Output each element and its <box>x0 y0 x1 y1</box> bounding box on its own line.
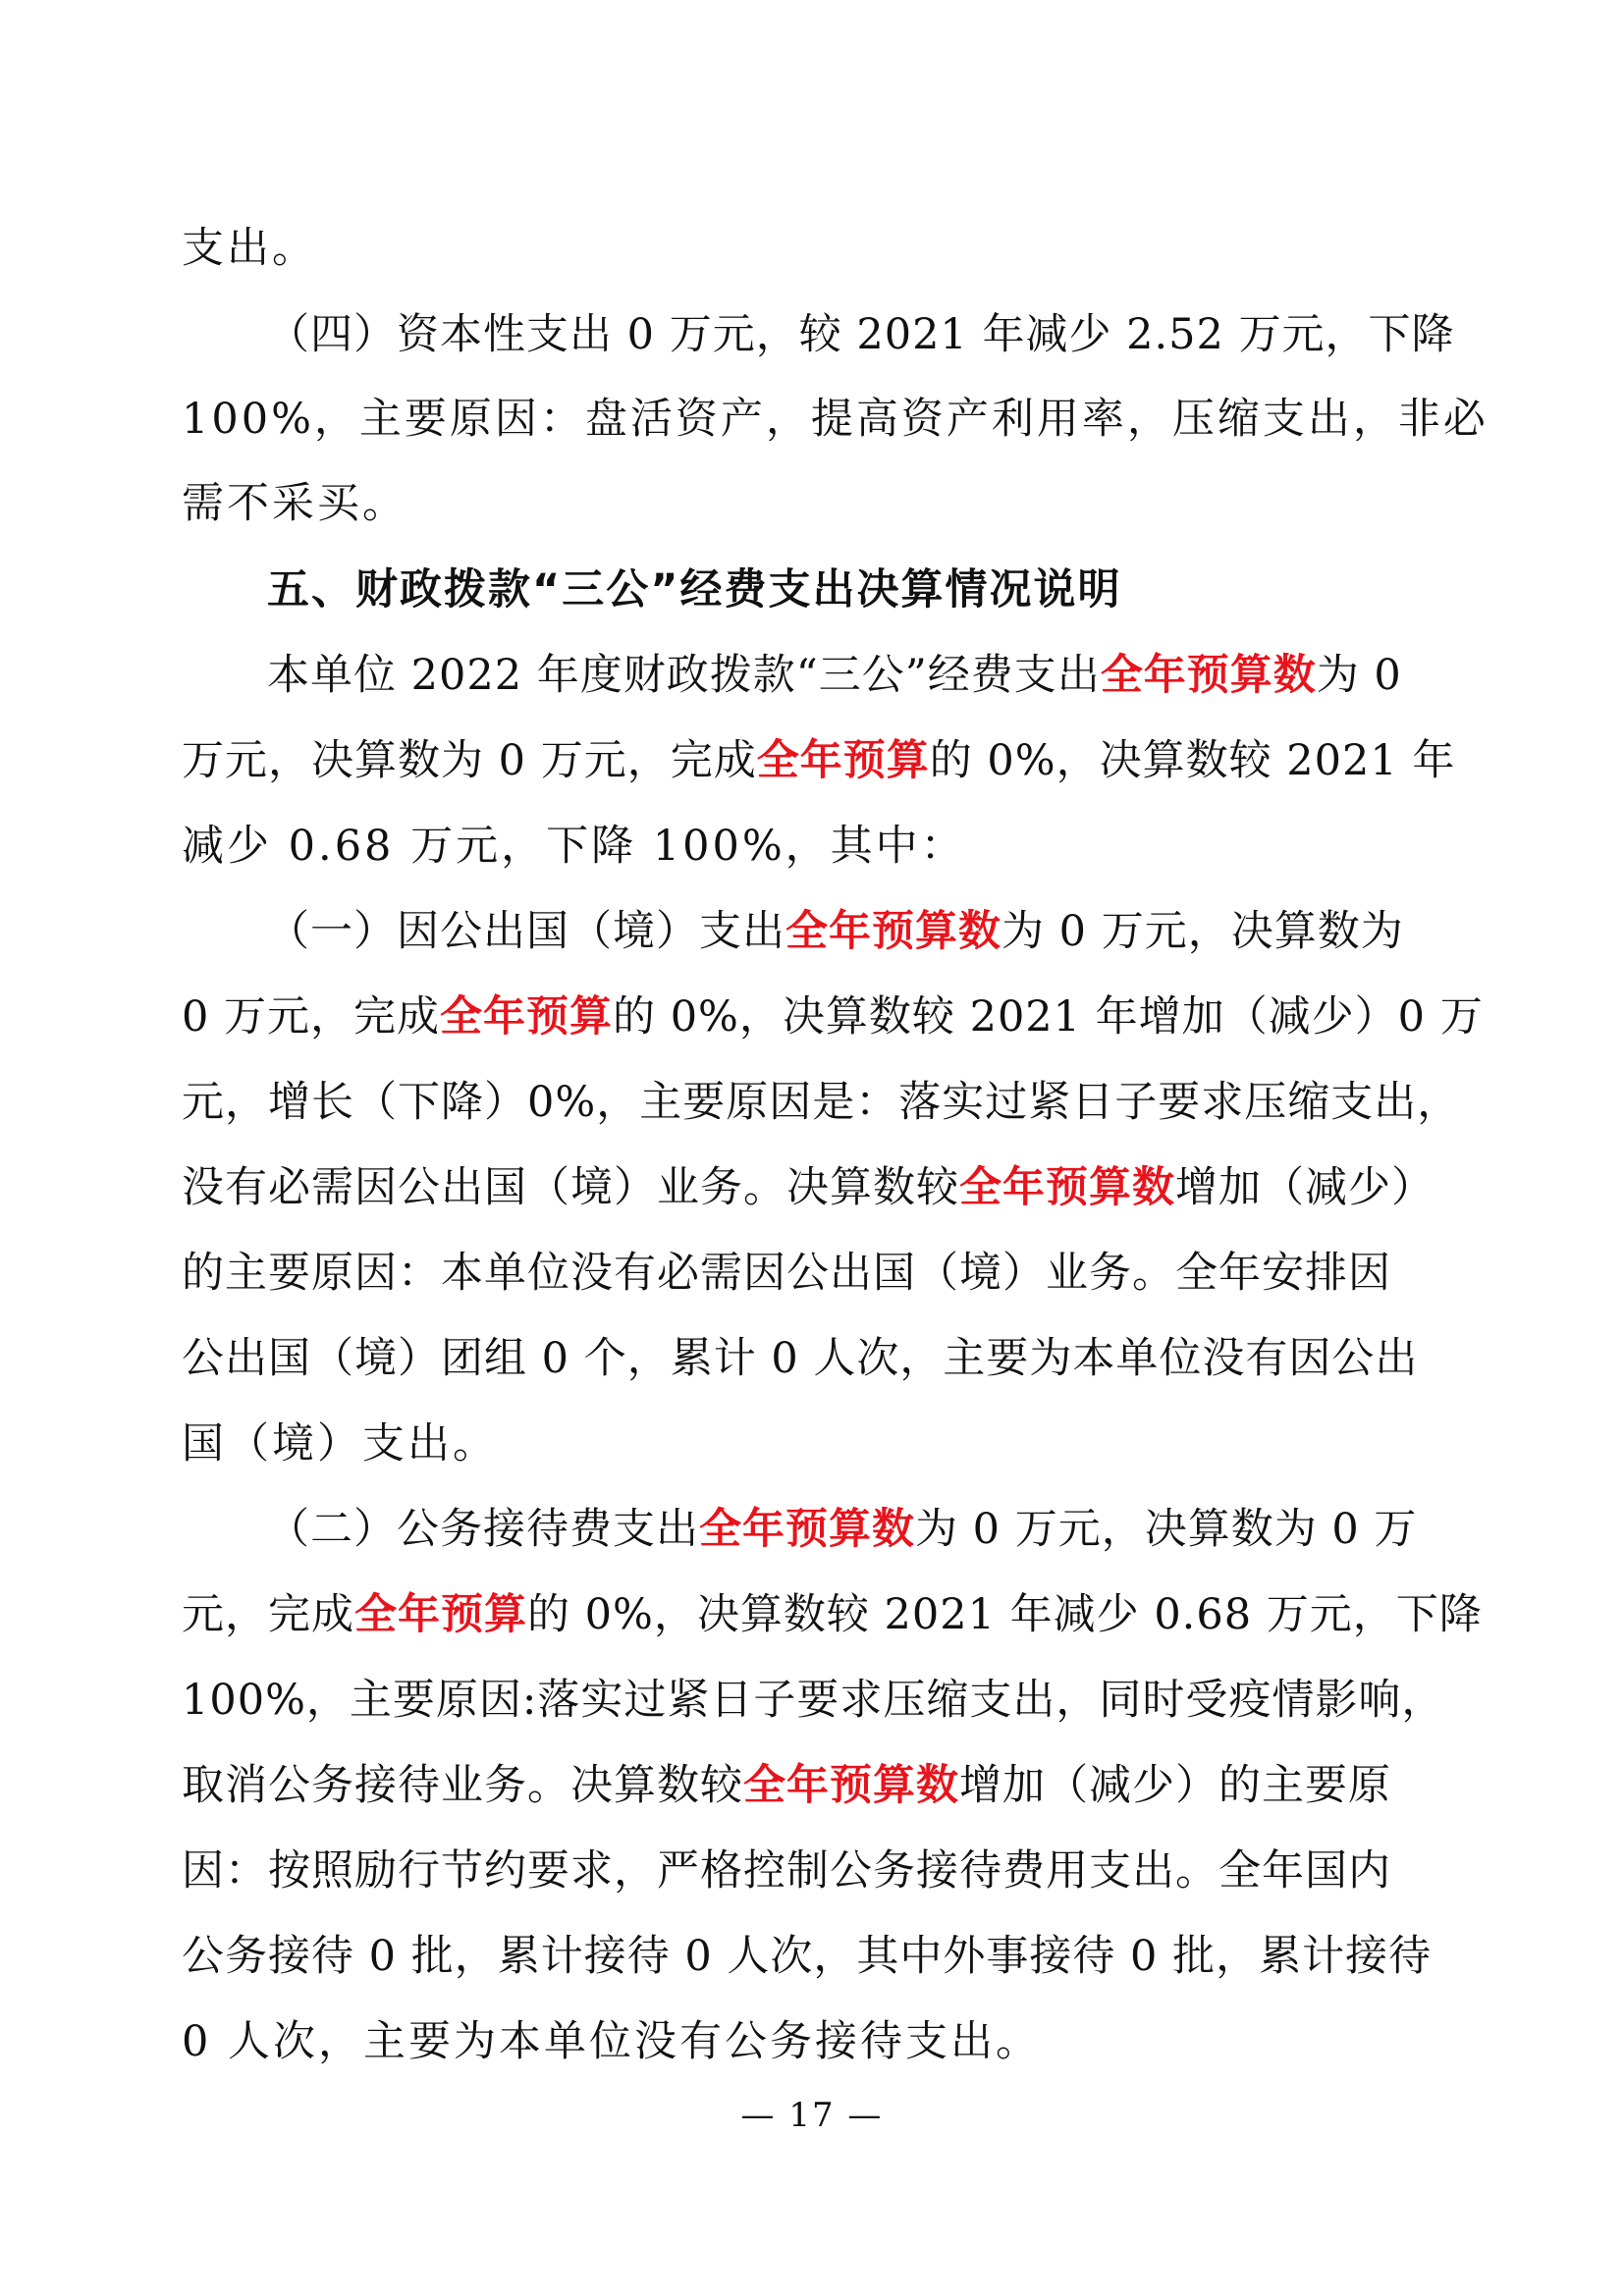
paragraph-line <box>182 992 1484 1041</box>
paragraph-line: 公务接待 0 批，累计接待 0 人次，其中外事接待 0 批，累计接待 <box>182 1932 1433 1981</box>
paragraph-line: 100%，主要原因:落实过紧日子要求压缩支出，同时受疫情影响， <box>182 1676 1445 1725</box>
highlight-text: 全年预算 <box>756 736 930 785</box>
paragraph-line <box>267 1505 1418 1554</box>
paragraph-line: 的主要原因：本单位没有必需因公出国（境）业务。全年安排因 <box>182 1249 1391 1298</box>
paragraph-line: 国（境）支出。 <box>182 1419 498 1468</box>
highlight-text: 全年预算数 <box>959 1163 1175 1212</box>
text-run: 增加（减少）的主要原 <box>959 1761 1391 1810</box>
paragraph-line: 减少 0.68 万元，下降 100%，其中： <box>182 822 966 871</box>
text-run: 万元，决算数为 0 万元，完成 <box>182 736 757 785</box>
paragraph-line <box>182 1590 1483 1639</box>
text-run: 为 0 万元，决算数为 <box>1001 907 1404 956</box>
paragraph-line: 0 人次，主要为本单位没有公务接待支出。 <box>182 2017 1042 2066</box>
page-number: — 17 — <box>740 2096 884 2135</box>
highlight-text: 全年预算数 <box>699 1505 915 1554</box>
highlight-text: 全年预算数 <box>743 1761 959 1810</box>
paragraph-line: 100%，主要原因：盘活资产，提高资产利用率，压缩支出，非必 <box>182 395 1489 444</box>
paragraph-line: 需不采买。 <box>182 479 407 528</box>
text-run: 0 万元，完成 <box>182 992 441 1041</box>
paragraph-line <box>267 907 1404 956</box>
text-run: 的 0%，决算数较 2021 年 <box>929 736 1456 785</box>
text-run: 取消公务接待业务。决算数较 <box>182 1761 743 1810</box>
highlight-text: 全年预算 <box>354 1590 527 1639</box>
highlight-text: 全年预算 <box>440 992 614 1041</box>
text-run: 的 0%，决算数较 2021 年增加（减少）0 万 <box>613 992 1484 1041</box>
text-run: 的 0%，决算数较 2021 年减少 0.68 万元，下降 <box>527 1590 1483 1639</box>
paragraph-line: 公出国（境）团组 0 个，累计 0 人次，主要为本单位没有因公出 <box>182 1334 1419 1383</box>
paragraph-line <box>182 1163 1435 1212</box>
text-run: 为 0 <box>1316 651 1402 700</box>
text-run: 元，完成 <box>182 1590 354 1639</box>
text-run: 没有必需因公出国（境）业务。决算数较 <box>182 1163 959 1212</box>
paragraph-line <box>182 1761 1391 1810</box>
paragraph-line <box>182 736 1456 785</box>
text-run: 本单位 2022 年度财政拨款“三公”经费支出 <box>267 651 1101 700</box>
highlight-text: 全年预算数 <box>1100 651 1317 700</box>
highlight-text: 全年预算数 <box>785 907 1001 956</box>
text-run: （二）公务接待费支出 <box>267 1505 699 1554</box>
text-run: 增加（减少） <box>1175 1163 1435 1212</box>
text-run: （一）因公出国（境）支出 <box>267 907 785 956</box>
paragraph-line: 因：按照励行节约要求，严格控制公务接待费用支出。全年国内 <box>182 1846 1391 1896</box>
paragraph-line: （四）资本性支出 0 万元，较 2021 年减少 2.52 万元，下降 <box>267 310 1455 359</box>
text-run: 为 0 万元，决算数为 0 万 <box>915 1505 1418 1554</box>
paragraph-line <box>267 651 1402 700</box>
paragraph-line: 元，增长（下降）0%，主要原因是：落实过紧日子要求压缩支出， <box>182 1078 1461 1127</box>
paragraph-line: 支出。 <box>182 224 317 273</box>
section-heading: 五、财政拨款“三公”经费支出决算情况说明 <box>267 565 1122 614</box>
